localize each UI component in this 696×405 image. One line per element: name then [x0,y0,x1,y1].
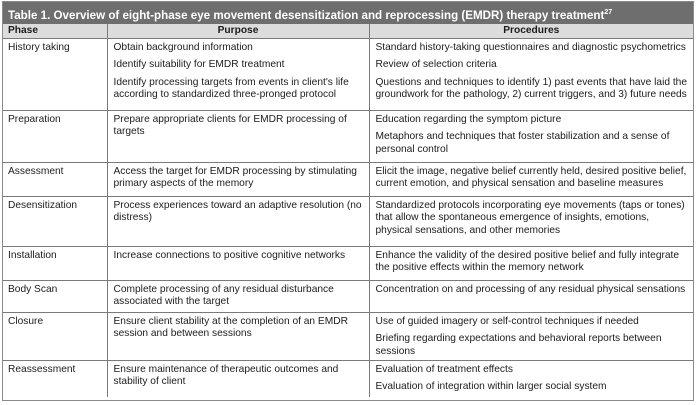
procedures-cell [369,281,693,313]
phase-cell: Preparation [3,111,107,163]
table-row [3,247,693,281]
purpose-cell [107,163,369,197]
procedures-item: Enhance the validity of the desired positive belief and fully integrate the positive effects within the memory network [375,250,680,274]
purpose-item: Increase connections to positive cognitive networks [113,250,346,261]
purpose-item: Obtain background information [113,42,253,53]
purpose-cell [107,281,369,313]
procedures-item: Evaluation of treatment effects [375,364,513,375]
table-title [3,2,693,24]
procedures-cell [369,111,693,163]
header-procedures: Procedures [369,24,693,39]
purpose-item: Identify suitability for EMDR treatment [113,59,285,71]
purpose-cell [107,313,369,361]
phase-cell: Installation [3,247,107,281]
table-row [3,197,693,247]
procedures-cell [369,197,693,247]
phase-cell: Closure [3,313,107,361]
procedures-item: Concentration on and processing of any residual physical sensations [375,284,686,295]
emdr-phases-table [3,24,693,397]
header-purpose: Purpose [107,24,369,39]
table-row [3,313,693,361]
procedures-item: Review of selection criteria [375,59,497,71]
purpose-item: Ensure client stability at the completion of an EMDR session and between sessions [113,316,348,340]
purpose-item: Identify processing targets from events in client's life according to standardized three-pronged protocol [113,76,349,101]
purpose-cell [107,361,369,397]
phase-cell: Assessment [3,163,107,197]
title-reference: 27 [604,9,613,16]
header-phase: Phase [3,24,107,39]
phase-cell: History taking [3,39,107,111]
procedures-cell [369,313,693,361]
procedures-item: Standard history-taking questionnaires and diagnostic psychometrics [375,42,686,53]
purpose-item: Prepare appropriate clients for EMDR processing of targets [113,114,347,138]
table-header-row [3,24,693,39]
procedures-item: Use of guided imagery or self-control techniques if needed [375,316,639,327]
procedures-item: Standardized protocols incorporating eye movements (taps or tones) that allow the spontaneous emergence of insights, emotions, physical sensations, and other memories [375,200,685,236]
procedures-item: Elicit the image, negative belief currently held, desired positive belief, current emotion, and physical sensation and baseline measures [375,166,687,190]
procedures-cell [369,39,693,111]
phase-cell: Desensitization [3,197,107,247]
procedures-cell [369,361,693,397]
procedures-item: Questions and techniques to identify 1) past events that have laid the groundwork for the pathology, 2) current triggers, and 3) future needs [375,76,687,101]
procedures-cell [369,247,693,281]
procedures-item: Briefing regarding expectations and behavioral reports between sessions [375,333,662,357]
purpose-cell [107,111,369,163]
table-title-text: Table 1. Overview of eight-phase eye movement desensitization and reprocessing (EMDR) therapy treatment [8,9,605,22]
table-row [3,361,693,397]
purpose-cell [107,39,369,111]
procedures-item: Metaphors and techniques that foster stabilization and a sense of personal control [375,131,670,155]
phase-cell: Reassessment [3,361,107,397]
purpose-item: Process experiences toward an adaptive resolution (no distress) [113,200,362,224]
purpose-item: Ensure maintenance of therapeutic outcomes and stability of client [113,364,339,388]
procedures-item: Education regarding the symptom picture [375,114,562,125]
table-row [3,163,693,197]
purpose-cell [107,197,369,247]
purpose-item: Complete processing of any residual disturbance associated with the target [113,284,334,308]
procedures-cell [369,163,693,197]
phase-cell: Body Scan [3,281,107,313]
procedures-item: Evaluation of integration within larger social system [375,381,607,393]
table-body [3,39,693,397]
emdr-table-figure [2,1,694,401]
table-row [3,111,693,163]
table-row [3,39,693,111]
table-row [3,281,693,313]
purpose-cell [107,247,369,281]
purpose-item: Access the target for EMDR processing by stimulating primary aspects of the memory [113,166,357,190]
